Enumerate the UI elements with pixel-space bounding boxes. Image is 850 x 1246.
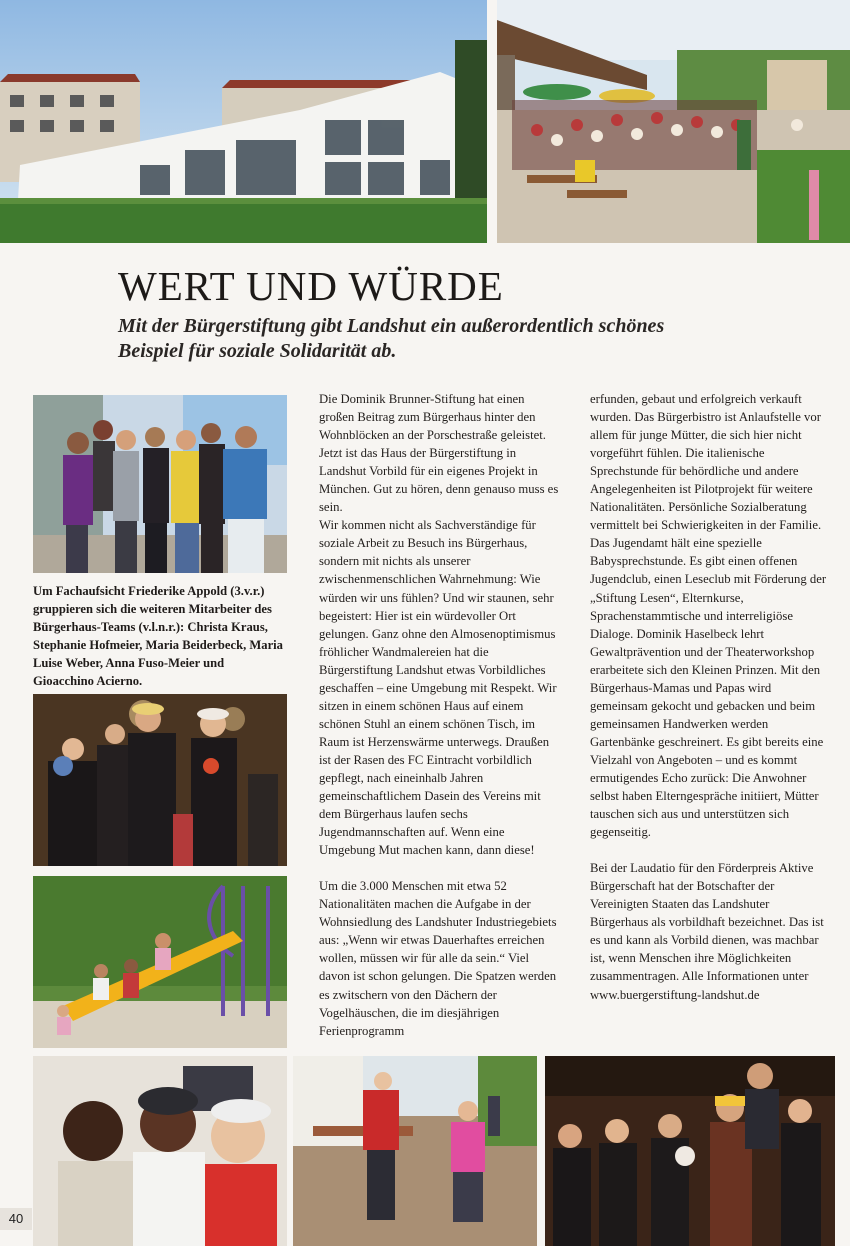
article-column-1	[319, 390, 561, 1040]
article-paragraph: Die Dominik Brunner-Stiftung hat einen großen Beitrag zum Bürgerhaus hinter den Wohnblöcken an der Porschestraße geleistet. Jetzt ist das Haus der Bürgerstiftung in Landshut Vorbild für ein eigenes Projekt in München. Gut zu hören, denn genauso muss es sein.	[319, 392, 559, 515]
photo-caption-team: Um Fachaufsicht Friederike Appold (3.v.r.) gruppieren sich die weiteren Mitarbeiter des Bürgerhaus-Teams (v.l.n.r.): Christa Kraus, Stephanie Hofmeier, Maria Beiderbeck, Maria Luise Weber, Anna Fuso-Meier und Gioacchino Acierno.	[33, 584, 283, 688]
page-number: 40	[0, 1208, 32, 1230]
article-paragraph: Wir kommen nicht als Sachverständige für soziale Arbeit zu Besuch ins Bürgerhaus, sondern mit nichts als unserer zwischenmenschlichen Wahrnehmung: Wie würden wir uns fühlen? Und wir staunen, sehr begeistert: Hier ist ein würdevoller Ort gelungen. Ganz ohne den Almosenoptimismus fröhlicher Wandmalereien hat die Bürgerstiftung Landshut etwas Vorbildliches geschaffen – eine Umgebung mit Respekt. Wir sitzen in einem schönen Haus auf einem schönen Stuhl an einem schönen Tisch, im Raum ist Herzenswärme unterwegs. Draußen ist der Rasen des FC Eintracht vorbildlich gepflegt, nach eineinhalb Jahren gemeinschaftlichem Dasein des Vereins mit dem Bürgerhaus laufen sechs Jugendmannschaften auf. Wenn eine Umgebung Mut machen kann, dann diese!	[319, 518, 557, 858]
article-paragraph: Bei der Laudatio für den Förderpreis Aktive Bürgerschaft hat der Botschafter der Vereinigten Staaten das Landshuter Bürgerhaus als vorbildhaft bezeichnet. Das ist es und kann als Vorbild dienen, was machbar ist, wenn Menschen ihre Möglichkeiten zusammentragen. Alle Informationen unter www.buergerstiftung-landshut.de	[590, 861, 824, 1002]
photo-team	[33, 395, 287, 573]
article-column-2	[590, 390, 830, 1004]
article-paragraph: Um die 3.000 Menschen mit etwa 52 Nationalitäten machen die Aufgabe in der Wohnsiedlung des Landshuter Industriegebiets aus: „Wenn wir etwas Dauerhaftes erreichen wollen, müssen wir für alle da sein.“ Viel davon ist schon gelungen. Die Spatzen werden es zwitschern von den Dächern der Vogelhäuschen, die im diesjährigen Ferienprogramm	[319, 879, 557, 1038]
photo-stage-performers	[545, 1056, 835, 1246]
photo-three-children	[33, 1056, 287, 1246]
photo-girl-hopscotch	[293, 1056, 537, 1246]
photo-playground	[33, 876, 287, 1048]
article-paragraph: erfunden, gebaut und erfolgreich verkauft wurden. Das Bürgerbistro ist Anlaufstelle vor allem für junge Mütter, die sich hier nicht vorgeführt fühlen. Die italienische Sprechstunde für behördliche und andere Angelegenheiten ist Pilotprojekt für weitere Nationalitäten. Persönliche Sozialberatung vermittelt bei Schwierigkeiten in der Familie. Das Jugendamt hält eine spezielle Babysprechstunde. Es gibt einen offenen Jugendclub, einen Leseclub mit Förderung der „Stiftung Lesen“, Elternkurse, Sprachenstammtische und interreligiöse Dialoge. Dominik Haselbeck lehrt Gewaltprävention und der Theaterworkshop erarbeitete sich den Kleinen Prinzen. Mit den Bürgerhaus-Mamas und Papas wird gemeinsam gekocht und gebacken und beim gemeinsamen Handwerken werden Gartenbänke geschreinert. Es gibt bereits eine Vielzahl von Angeboten – und es kommt ermutigendes Echo zurück: Die Anwohner selbst haben Elterngespräche initiiert, Mütter tauschen sich aus und unterstützen sich gegenseitig.	[590, 392, 827, 840]
photo-theatre-girls	[33, 694, 287, 866]
photo-buergerhaus-building	[0, 0, 487, 243]
article-subhead: Mit der Bürgerstiftung gibt Landshut ein außerordentlich schönes Beispiel für soziale Solidarität ab.	[118, 315, 665, 362]
article-headline: WERT UND WÜRDE	[118, 263, 504, 309]
photo-street-festival	[497, 0, 850, 243]
